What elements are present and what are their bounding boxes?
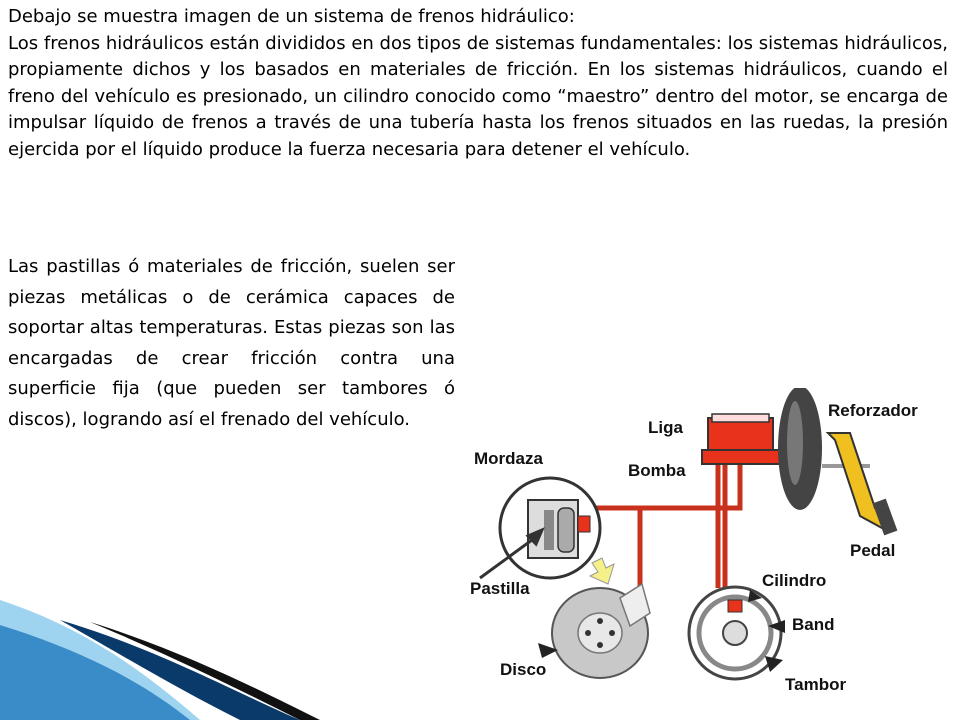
label-mordaza: Mordaza: [474, 449, 543, 468]
drum-hub: [723, 621, 747, 645]
brake-disc: [552, 584, 650, 678]
brake-drum: [689, 587, 781, 679]
brakes-description: Los frenos hidráulicos están divididos en dos tipos de sistemas fundamentales: los sistemas hidráulicos, propiamente dichos y los basados en materiales de fricción. En los sistemas hidráulicos, cuando el freno del vehículo es presionado, un cilindro conocido como “maestro” dentro del motor, se encarga de impulsar líquido de frenos a través de una tubería hasta los frenos situados en las ruedas, la presión ejercida por el líquido produce la fuerza necesaria para detener el vehículo.: [8, 32, 948, 160]
corner-swoosh-mid: [0, 625, 190, 720]
label-disco: Disco: [500, 660, 547, 679]
corner-swoosh-dark: [60, 620, 300, 720]
intro-paragraph: [8, 4, 948, 163]
label-liga: Liga: [648, 418, 683, 437]
corner-swoosh-black: [90, 622, 320, 720]
disc-hole-3: [597, 642, 603, 648]
direction-arrow: [590, 558, 614, 584]
label-band: Band: [792, 615, 835, 634]
corner-swoosh-light: [0, 600, 200, 720]
label-bomba: Bomba: [628, 461, 686, 480]
label-reforzador: Reforzador: [828, 401, 918, 420]
master-cylinder: [702, 414, 780, 464]
reservoir: [708, 418, 773, 450]
disc-hole-1: [597, 618, 603, 624]
cylinder-body: [702, 450, 780, 464]
intro-line: Debajo se muestra imagen de un sistema de frenos hidráulico:: [8, 6, 575, 27]
caliper-pad: [544, 510, 554, 550]
pedal: [828, 433, 897, 535]
booster-highlight: [787, 401, 803, 485]
disc-hole-2: [609, 630, 615, 636]
caliper-piston: [578, 516, 590, 532]
label-pastilla: Pastilla: [470, 579, 530, 598]
disc-hole-4: [585, 630, 591, 636]
label-cilindro: Cilindro: [762, 571, 827, 590]
brake-system-diagram: [450, 388, 960, 720]
tambor-pointer: [765, 656, 783, 672]
label-tambor: Tambor: [785, 675, 847, 694]
caliper-inset: [500, 478, 600, 578]
pads-paragraph: Las pastillas ó materiales de fricción, suelen ser piezas metálicas o de cerámica capaces de soportar altas temperaturas. Estas piezas son las encargadas de crear fricción contra una superficie fija (que pueden ser tambores ó discos), logrando así el frenado del vehículo.: [8, 256, 455, 430]
caliper-disc: [558, 508, 574, 552]
label-pedal: Pedal: [850, 541, 896, 560]
reservoir-cap: [712, 414, 769, 422]
drum-cylinder: [728, 600, 742, 612]
